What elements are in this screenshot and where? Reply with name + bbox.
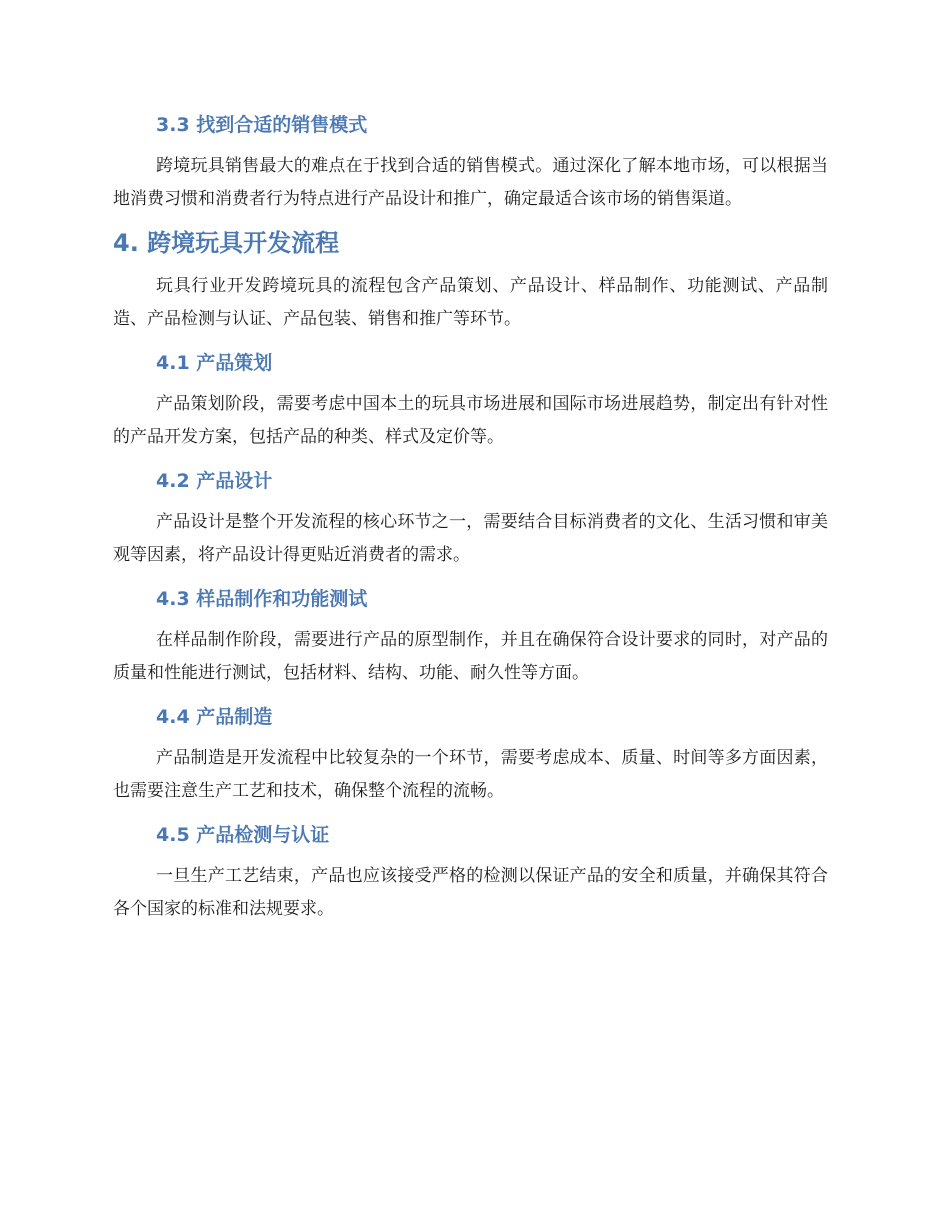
section-heading-4-5: 4.5 产品检测与认证 bbox=[156, 824, 330, 846]
document-content bbox=[113, 108, 828, 926]
section-body-4-2: 产品设计是整个开发流程的核心环节之一，需要结合目标消费者的文化、生活习惯和审美观等因素，将产品设计得更贴近消费者的需求。 bbox=[113, 512, 828, 565]
section-body-4-1: 产品策划阶段，需要考虑中国本土的玩具市场进展和国际市场进展趋势，制定出有针对性的产品开发方案，包括产品的种类、样式及定价等。 bbox=[113, 394, 828, 447]
section-heading-4-1: 4.1 产品策划 bbox=[156, 352, 273, 374]
section-heading-3-3: 3.3 找到合适的销售模式 bbox=[156, 114, 368, 136]
section-body-3-3: 跨境玩具销售最大的难点在于找到合适的销售模式。通过深化了解本地市场，可以根据当地消费习惯和消费者行为特点进行产品设计和推广，确定最适合该市场的销售渠道。 bbox=[113, 156, 828, 209]
section-body-4-5: 一旦生产工艺结束，产品也应该接受严格的检测以保证产品的安全和质量，并确保其符合各个国家的标准和法规要求。 bbox=[113, 866, 828, 919]
section-body-4-3: 在样品制作阶段，需要进行产品的原型制作，并且在确保符合设计要求的同时，对产品的质量和性能进行测试，包括材料、结构、功能、耐久性等方面。 bbox=[113, 630, 828, 683]
section-heading-4-4: 4.4 产品制造 bbox=[156, 706, 273, 728]
section-heading-4-3: 4.3 样品制作和功能测试 bbox=[156, 588, 368, 610]
section-heading-4: 4. 跨境玩具开发流程 bbox=[113, 229, 340, 257]
section-body-4: 玩具行业开发跨境玩具的流程包含产品策划、产品设计、样品制作、功能测试、产品制造、产品检测与认证、产品包装、销售和推广等环节。 bbox=[113, 276, 828, 329]
section-heading-4-2: 4.2 产品设计 bbox=[156, 470, 273, 492]
section-body-4-4: 产品制造是开发流程中比较复杂的一个环节，需要考虑成本、质量、时间等多方面因素，也需要注意生产工艺和技术，确保整个流程的流畅。 bbox=[113, 748, 828, 801]
